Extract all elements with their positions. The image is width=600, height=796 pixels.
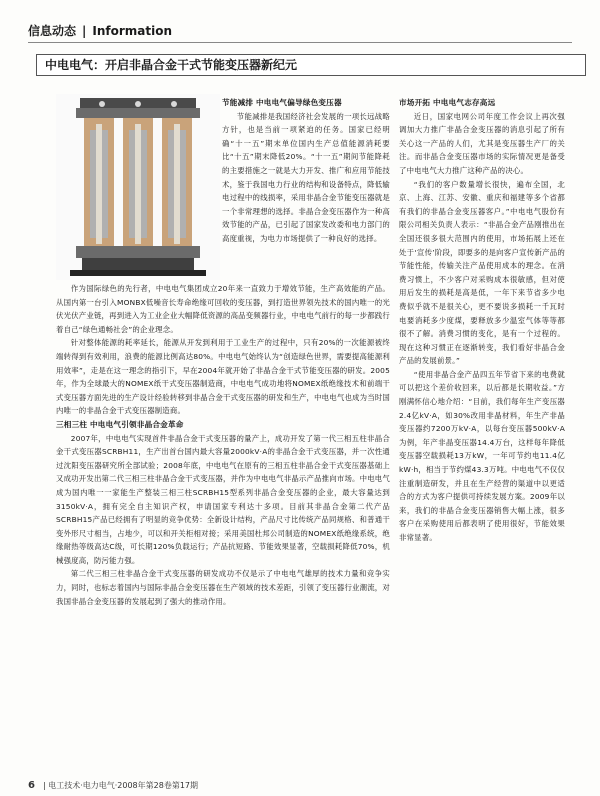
section-title-en: Information	[92, 24, 173, 38]
article-title: 中电电气：开启非晶合金干式节能变压器新纪元	[45, 58, 298, 72]
column-a-paragraph: 节能减排是我国经济社会发展的一项长远战略方针，也是当前一项紧迫的任务。国家已经明确“十一五”期末单位国内生产总值能源消耗要比“十五”期末降低20%。“十一五”期间节能降耗的主要措施之一就是大力开发、推广和应用节能技术，鉴于我国电力行业的结构和设备特点，降低输电过程中的线损率，采用非晶合金节能变压器就是一个非常理想的选择。非晶合金变压器作为一种高效节能的产品，已引起了国家发改委和电力部门的高度重视，为电力市场提供了一种良好的选择。	[222, 111, 390, 243]
page-number: 6	[28, 780, 35, 791]
transformer-illustration	[56, 94, 220, 280]
column-c-heading: 市场开拓 中电电气志存高远	[399, 98, 496, 107]
column-b	[56, 282, 390, 782]
column-a	[222, 96, 390, 282]
footer-journal: | 电工技术·电力电气·2008年第28卷第17期	[42, 781, 199, 790]
transformer-photo	[56, 94, 220, 280]
section-header	[28, 22, 172, 39]
column-c	[399, 96, 565, 782]
article-title-box	[36, 54, 586, 76]
header-rule	[28, 42, 572, 43]
column-b-paragraph: 作为国际绿色的先行者，中电电气集团成立20年来一直致力于增效节能，生产高效能的产品。从国内第一台引入MONBX低噪音长寿命绝缘可回收的变压器，到打造世界领先技术的国内唯一的光伏光伏产业链，再到进入为工业企业大幅降低资源的高品变频器行业，中电电气前行的每一步都践行着自己“绿色通畅社会”的企业理念。	[56, 284, 390, 334]
header-separator: |	[82, 24, 87, 38]
column-c-paragraph: 近日，国家电网公司年度工作会议上再次强调加大力推广非晶合金变压器的消息引起了所有关心这一产品的人们，尤其是变压器生产厂的关注。而非晶合金变压器市场的实际情况更是备受了中电电气大力推广这种产品的决心。	[399, 111, 565, 175]
section-title-cn: 信息动态	[28, 24, 77, 38]
column-b-paragraph: 2007年，中电电气实现首件非晶合金干式变压器的量产上，成功开发了第一代三相五柱非晶合金干式变压器SCRBH11，生产出首台国内最大容量2000kV·A的非晶合金干式变压器，并一次性通过沈阳变压器研究所全部试验；2008年底，中电电气在原有的三相五柱非晶合金干式变压器基础上又成功开发出第二代三相三柱非晶合金干式变压器，并作为中电电气非晶示产品推向市场。中电电气成为国内唯一一家能生产整装三相三柱SCRBH15型系列非晶合金变压器的企业，最大容量达到3150kV·A，拥有完全自主知识产权，申请国家专利达十多项。目前其非晶合金第二代产品SCRBH15产品已经拥有了明显的竞争优势：全新设计结构，产品尺寸比传统产品同规格、和普通干变外形尺寸相当，占地少，可以和开关柜相对接；采用美国杜邦公司制造的NOMEX纸绝缘系统，绝缘耐热等级高达C级，可长期120%负载运行；产品抗短路、节能效果显著，空载损耗降低70%，机械强度高，防污能力强。	[56, 433, 390, 565]
column-c-paragraph: “我们的客户数量增长很快，遍布全国，北京、上海、江苏、安徽、重庆和福建等多个省都有我们的非晶合金变压器客户。”中电电气股份有限公司相关负责人表示：“非晶合金产品刚推出在全国还很多很大范围内的使用，市场拓展上还在处于‘宣传’阶段，即要多的是向客户宣传新产品的节能性能，传输关注产品使用成本的理念。在消费习惯上，不少客户对采购成本很敏感，但对使用后发生的损耗是高是低，一年下来节省多少电费似乎就不是很关心，更不要说多损耗一千瓦时电要消耗多少度煤，要释放多少温室气体等等都很不了解。消费习惯的变化，是有一个过程的。现在这种习惯正在逐渐转变，我们看好非晶合金产品的发展前景。”	[399, 179, 565, 366]
page-footer	[28, 780, 198, 791]
column-c-paragraph: “使用非晶合金产品四五年节省下来的电费就可以把这个差价收回来，以后都是长期收益。”方刚满怀信心地介绍：“目前，我们每年生产变压器2.4亿kV·A，如30%改用非晶材料，年生产非晶变压器约7200万kV·A，以每台变压器500kV·A为例，年产非晶变压器14.4万台，这样每年降低变压器空载损耗13万kW，一年可节约电11.4亿kW·h，相当于节约煤43.3万吨。中电电气不仅仅注重制造研发，并且在生产经营的渠道中以更适合的方式为客户提供可持续发展方案。2009年以来，我们的非晶合金变压器销售大幅上涨，很多客户在采购使用后都表明了使用很好，节能效果非常显著。	[399, 369, 565, 542]
column-b-heading: 三相三柱 中电电气引领非晶合金革命	[56, 419, 184, 429]
column-b-paragraph: 第二代三相三柱非晶合金干式变压器的研发成功不仅是示了中电电气雄厚的技术力量和竞争实力，同时，也标志着国内与国际非晶合金变压器在生产领域的技术差距，引领了变压器行业潮流，对我国非晶合金变压器的发展起到了强大的推动作用。	[56, 569, 390, 606]
column-b-paragraph: 针对整体能源的耗率延长，能源从开发到利用于工业生产的过程中，只有20%的一次能源被终端转得到有效利用，浪费的能源比例高达80%。中电电气始终认为“创造绿色世界，需要提高能源利用效率”，走是在这一理念的指引下，早在2004年就开始了非晶合金干式节能变压器的研发。2005年，作为全球最大的NOMEX纸干式变压器制造商，中电电气成功地将NOMEX纸绝缘技术和前端干式变压器方面先进的生产设计经验转移到非晶合金干式变压器的研发和生产，中电电气也成为当时国内唯一的非晶合金干式变压器制造商。	[56, 338, 390, 416]
column-a-heading: 节能减排 中电电气偏导绿色变压器	[222, 98, 342, 107]
